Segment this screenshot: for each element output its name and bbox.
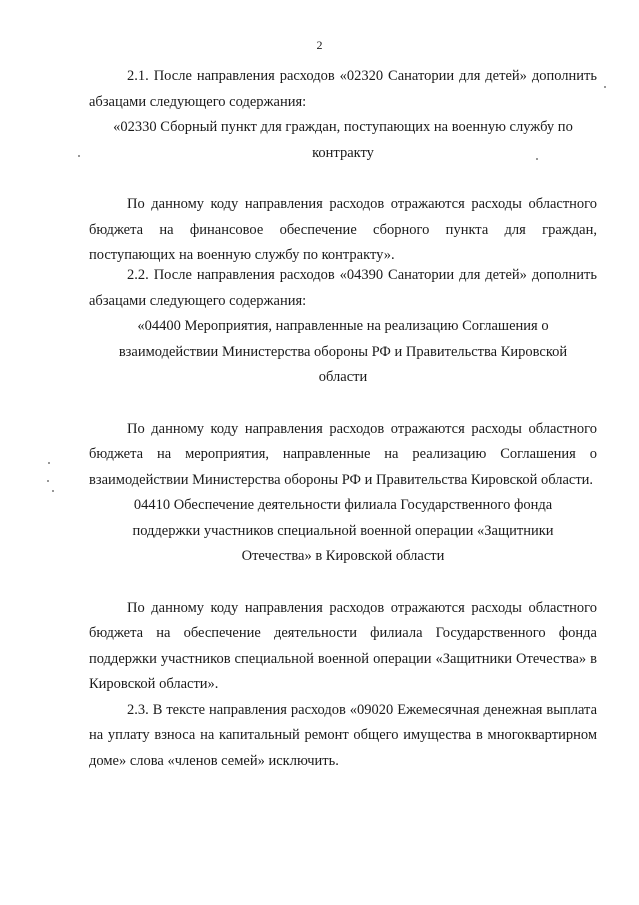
scan-speck bbox=[48, 462, 50, 464]
paragraph-2-1: 2.1. После направления расходов «02320 Санатории для детей» дополнить абзацами следующего содержания: bbox=[89, 68, 597, 110]
scan-speck bbox=[78, 155, 80, 157]
paragraph-04410: По данному коду направления расходов отражаются расходы областного бюджета на обеспечение деятельности филиала Государственного фонда поддержки участников специальной военной операции «Защитники Отечества» в Кировской области». bbox=[89, 599, 597, 692]
scan-speck bbox=[604, 86, 606, 88]
section-2-1 bbox=[89, 64, 597, 269]
heading-04410: 04410 Обеспечение деятельности филиала Государственного фонда поддержки участников специальной военной операции «Защитники Отечества» в Кировской области bbox=[132, 497, 554, 564]
section-2-2 bbox=[89, 263, 597, 774]
paragraph-04400: По данному коду направления расходов отражаются расходы областного бюджета на мероприятия, направленные на реализацию Соглашения о взаимодействии Министерства обороны РФ и Правительства Кировской области. bbox=[89, 420, 597, 488]
heading-04400: «04400 Мероприятия, направленные на реализацию Соглашения о взаимодействии Министерства обороны РФ и Правительства Кировской области bbox=[118, 318, 568, 385]
scan-speck bbox=[47, 480, 49, 482]
scan-speck bbox=[52, 490, 54, 492]
spacer bbox=[89, 570, 597, 596]
scan-speck bbox=[536, 158, 538, 160]
spacer bbox=[89, 391, 597, 417]
paragraph-2-3: 2.3. В тексте направления расходов «09020 Ежемесячная денежная выплата на уплату взноса на капитальный ремонт общего имущества в многоквартирном доме» слова «членов семей» исключить. bbox=[89, 701, 597, 769]
paragraph-2-2: 2.2. После направления расходов «04390 Санатории для детей» дополнить абзацами следующего содержания: bbox=[89, 267, 597, 309]
spacer bbox=[89, 166, 597, 192]
paragraph-02330: По данному коду направления расходов отражаются расходы областного бюджета на финансовое обеспечение сборного пункта для граждан, поступающих на военную службу по контракту». bbox=[89, 196, 597, 263]
heading-02330: «02330 Сборный пункт для граждан, поступающих на военную службу по контракту bbox=[113, 119, 573, 161]
page-number: 2 bbox=[316, 38, 323, 52]
